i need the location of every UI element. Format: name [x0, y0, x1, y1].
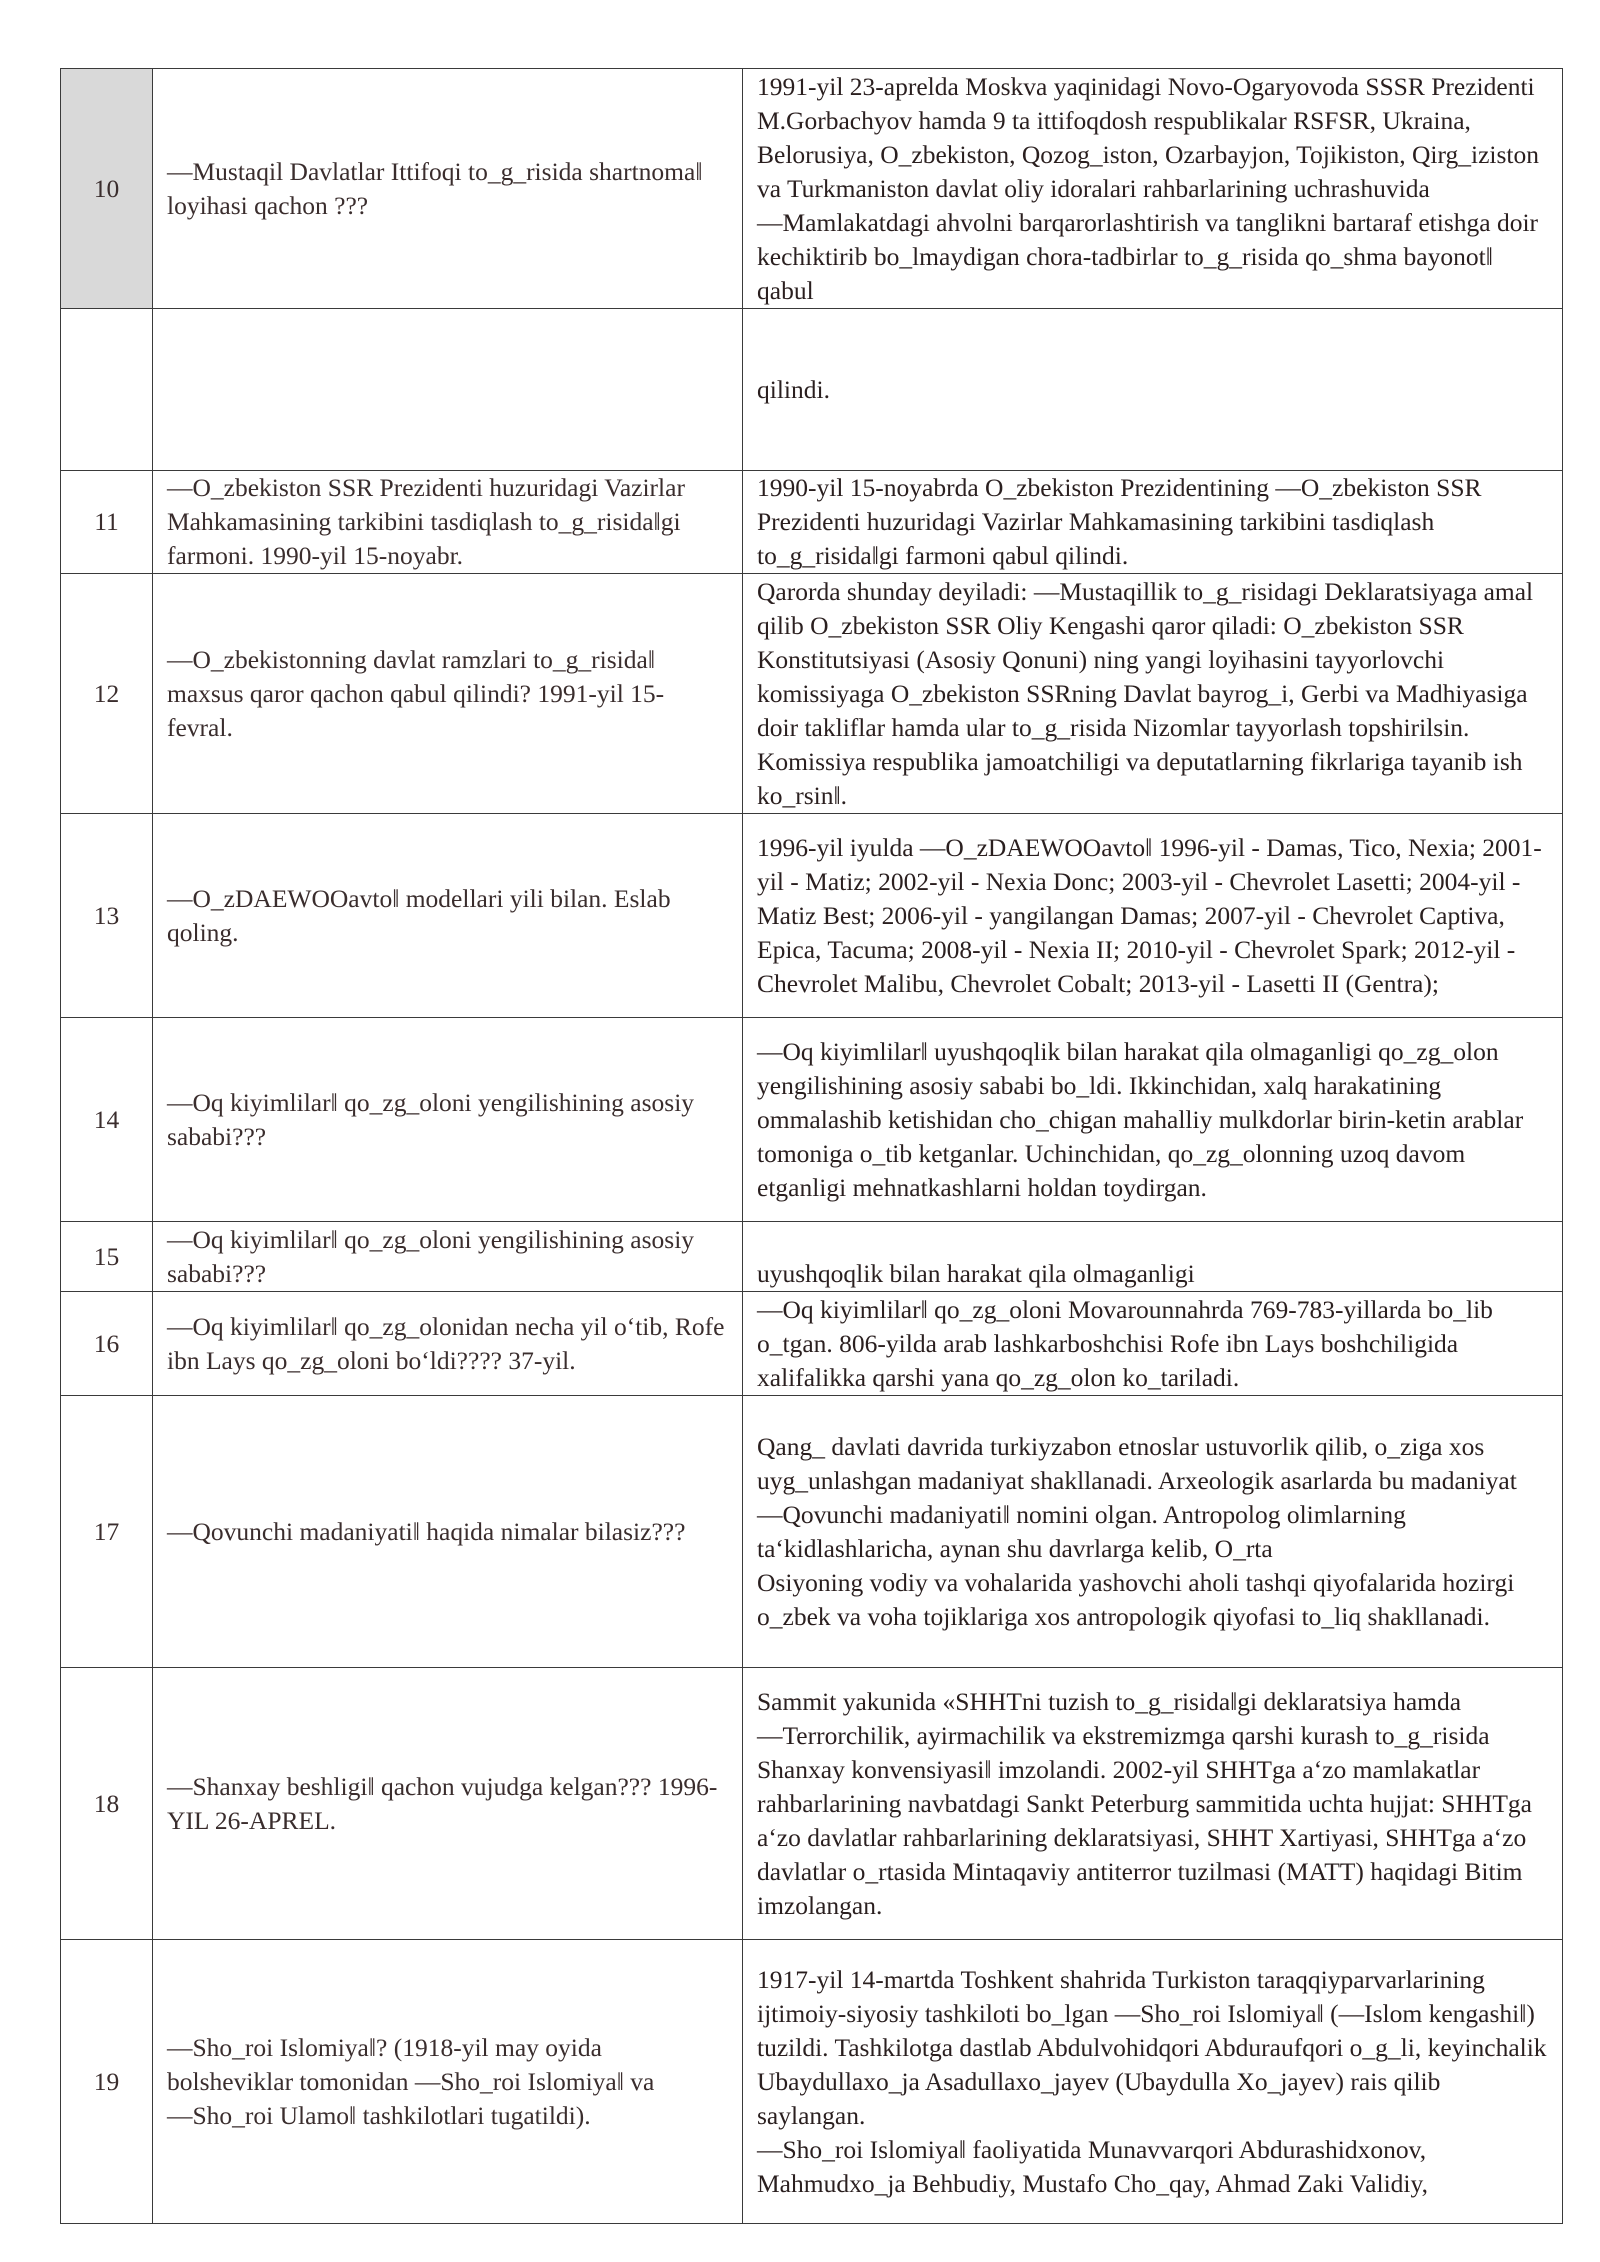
- answer-cell: 1990-yil 15-noyabrda O_zbekiston Prezidentining ―O_zbekiston SSR Prezidenti huzuridagi Vazirlar Mahkamasining tarkibini tasdiqlash to_g_risida‖gi farmoni qabul qilindi.: [743, 471, 1563, 574]
- answer-cell: 1996-yil iyulda ―O_zDAEWOOavto‖ 1996-yil - Damas, Tico, Nexia; 2001-yil - Matiz; 2002-yil - Nexia Donc; 2003-yil - Chevrolet Lasetti; 2004-yil - Matiz Best; 2006-yil - yangilangan Damas; 2007-yil - Chevrolet Captiva, Epica, Tacuma; 2008-yil - Nexia II; 2010-yil - Chevrolet Spark; 2012-yil - Chevrolet Malibu, Chevrolet Cobalt; 2013-yil - Lasetti II (Gentra);: [743, 814, 1563, 1018]
- row-number: 11: [61, 471, 153, 574]
- answer-cell: ―Oq kiyimlilar‖ qo_zg_oloni Movarounnahrda 769-783-yillarda bo_lib o_tgan. 806-yilda arab lashkarboshchisi Rofe ibn Lays boshchiligida xalifalikka qarshi yana qo_zg_olon ko_tariladi.: [743, 1292, 1563, 1396]
- table-row: [61, 1940, 1563, 2224]
- table-row: [61, 1668, 1563, 1940]
- table-row: [61, 69, 1563, 309]
- answer-paragraph: 1917-yil 14-martda Toshkent shahrida Turkiston taraqqiyparvarlarining ijtimoiy-siyosiy tashkiloti bo_lgan ―Sho_roi Islomiya‖ (―Islom kengashi‖) tuzildi. Tashkilotga dastlab Abdulvohidqori Abduraufqori o_g_li, keyinchalik Ubaydullaxo_ja Asadullaxo_jayev (Ubaydulla Xo_jayev) rais qilib saylangan.: [757, 1964, 1547, 2130]
- table-row: [61, 1292, 1563, 1396]
- answer-cell: uyushqoqlik bilan harakat qila olmaganligi: [743, 1222, 1563, 1292]
- qa-table: [60, 68, 1563, 2224]
- row-number: 19: [61, 1940, 153, 2224]
- table-row: [61, 309, 1563, 471]
- table-row: [61, 814, 1563, 1018]
- table-row: [61, 1222, 1563, 1292]
- question-cell: ―Mustaqil Davlatlar Ittifoqi to_g_risida shartnoma‖ loyihasi qachon ???: [153, 69, 743, 309]
- answer-cell: Sammit yakunida «SHHTni tuzish to_g_risida‖gi deklaratsiya hamda ―Terrorchilik, ayirmachilik va ekstremizmga qarshi kurash to_g_risida Shanxay konvensiyasi‖ imzolandi. 2002-yil SHHTga a‘zo mamlakatlar rahbarlarining navbatdagi Sankt Peterburg sammitida uchta hujjat: SHHTga a‘zo davlatlar rahbarlarining deklaratsiyasi, SHHT Xartiyasi, SHHTga a‘zo davlatlar o_rtasida Mintaqaviy antiterror tuzilmasi (MATT) haqidagi Bitim imzolangan.: [743, 1668, 1563, 1940]
- row-number: [61, 309, 153, 471]
- question-cell: ―Oq kiyimlilar‖ qo_zg_oloni yengilishining asosiy sababi???: [153, 1222, 743, 1292]
- answer-cell: ―Oq kiyimlilar‖ uyushqoqlik bilan harakat qila olmaganligi qo_zg_olon yengilishining asosiy sababi bo_ldi. Ikkinchidan, xalq harakatining ommalashib ketishidan cho_chigan mahalliy mulkdorlar birin-ketin arablar tomoniga o_tib ketganlar. Uchinchidan, qo_zg_olonning uzoq davom etganligi mehnatkashlarni holdan toydirgan.: [743, 1018, 1563, 1222]
- row-number: 16: [61, 1292, 153, 1396]
- table-row: [61, 471, 1563, 574]
- answer-paragraph: Osiyoning vodiy va vohalarida yashovchi aholi tashqi qiyofalarida hozirgi o_zbek va voha tojiklariga xos antropologik qiyofasi to_liq shakllanadi.: [757, 1567, 1515, 1631]
- answer-cell: 1991-yil 23-aprelda Moskva yaqinidagi Novo-Ogaryovoda SSSR Prezidenti M.Gorbachyov hamda 9 ta ittifoqdosh respublikalar RSFSR, Ukraina, Belorusiya, O_zbekiston, Qozog_iston, Ozarbayjon, Tojikiston, Qirg_iziston va Turkmaniston davlat oliy idoralari rahbarlarining uchrashuvida ―Mamlakatdagi ahvolni barqarorlashtirish va tanglikni bartaraf etishga doir kechiktirib bo_lmaydigan chora-tadbirlar to_g_risida qo_shma bayonot‖ qabul: [743, 69, 1563, 309]
- question-cell: ―Sho_roi Islomiya‖? (1918-yil may oyida bolsheviklar tomonidan ―Sho_roi Islomiya‖ va ―Sho_roi Ulamo‖ tashkilotlari tugatildi).: [153, 1940, 743, 2224]
- row-number: 14: [61, 1018, 153, 1222]
- question-cell: ―Oq kiyimlilar‖ qo_zg_oloni yengilishining asosiy sababi???: [153, 1018, 743, 1222]
- answer-paragraph: ―Sho_roi Islomiya‖ faoliyatida Munavvarqori Abdurashidxonov, Mahmudxo_ja Behbudiy, Mustafo Cho_qay, Ahmad Zaki Validiy,: [757, 2134, 1428, 2198]
- row-number: 15: [61, 1222, 153, 1292]
- row-number: 10: [61, 69, 153, 309]
- answer-cell: [743, 1940, 1563, 2224]
- question-cell: ―O_zDAEWOOavto‖ modellari yili bilan. Eslab qoling.: [153, 814, 743, 1018]
- answer-cell: qilindi.: [743, 309, 1563, 471]
- row-number: 17: [61, 1396, 153, 1668]
- question-cell: ―Shanxay beshligi‖ qachon vujudga kelgan??? 1996-YIL 26-APREL.: [153, 1668, 743, 1940]
- answer-paragraph: Qang_ davlati davrida turkiyzabon etnoslar ustuvorlik qilib, o_ziga xos uyg_unlashgan madaniyat shakllanadi. Arxeologik asarlarda bu madaniyat ―Qovunchi madaniyati‖ nomini olgan. Antropolog olimlarning ta‘kidlashlaricha, aynan shu davrlarga kelib, O_rta: [757, 1431, 1517, 1563]
- answer-cell: Qarorda shunday deyiladi: ―Mustaqillik to_g_risidagi Deklaratsiyaga amal qilib O_zbekiston SSR Oliy Kengashi qaror qiladi: O_zbekiston SSR Konstitutsiyasi (Asosiy Qonuni) ning yangi loyihasini tayyorlovchi komissiyaga O_zbekiston SSRning Davlat bayrog_i, Gerbi va Madhiyasiga doir takliflar hamda ular to_g_risida Nizomlar tayyorlash topshirilsin. Komissiya respublika jamoatchiligi va deputatlarning fikrlariga tayanib ish ko_rsin‖.: [743, 574, 1563, 814]
- table-row: [61, 574, 1563, 814]
- table-row: [61, 1396, 1563, 1668]
- table-row: [61, 1018, 1563, 1222]
- answer-cell: [743, 1396, 1563, 1668]
- question-cell: ―O_zbekistonning davlat ramzlari to_g_risida‖ maxsus qaror qachon qabul qilindi? 1991-yil 15-fevral.: [153, 574, 743, 814]
- row-number: 13: [61, 814, 153, 1018]
- question-cell: ―Qovunchi madaniyati‖ haqida nimalar bilasiz???: [153, 1396, 743, 1668]
- row-number: 12: [61, 574, 153, 814]
- question-cell: [153, 309, 743, 471]
- question-cell: ―Oq kiyimlilar‖ qo_zg_olonidan necha yil o‘tib, Rofe ibn Lays qo_zg_oloni bo‘ldi???? 37-yil.: [153, 1292, 743, 1396]
- row-number: 18: [61, 1668, 153, 1940]
- question-cell: ―O_zbekiston SSR Prezidenti huzuridagi Vazirlar Mahkamasining tarkibini tasdiqlash to_g_risida‖gi farmoni. 1990-yil 15-noyabr.: [153, 471, 743, 574]
